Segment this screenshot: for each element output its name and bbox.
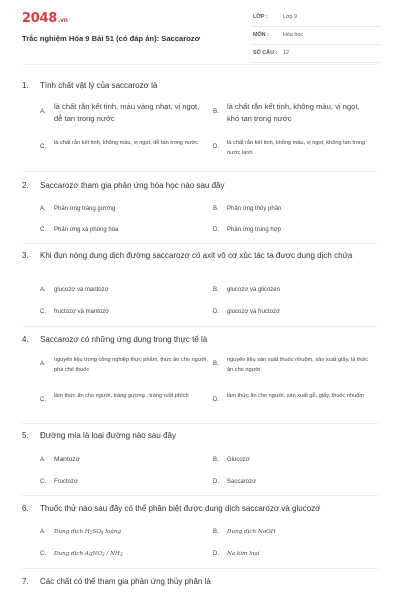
- question-number: 6.: [22, 504, 29, 513]
- option-text: Saccarozơ: [227, 479, 256, 485]
- option-d[interactable]: [213, 139, 373, 158]
- option-text: Phản ứng thủy phân: [227, 206, 282, 212]
- option-key: C.: [40, 227, 46, 233]
- option-text: là chất rắn kết tinh, màu vàng nhạt, vị ngọt, dễ tan trong nước: [54, 102, 200, 123]
- question-stem: [22, 80, 382, 91]
- divider: [22, 568, 378, 569]
- question-number: 1.: [22, 81, 29, 90]
- meta-key: LỚP :: [253, 14, 268, 20]
- option-key: D.: [213, 397, 219, 403]
- meta-table: [253, 12, 381, 66]
- question-text: Saccarozơ có những ứng dụng trong thực tế là: [40, 335, 208, 344]
- question-number: 5.: [22, 431, 29, 440]
- option-text: Phản ứng trùng hợp: [227, 227, 281, 233]
- option-key: A.: [40, 457, 46, 463]
- option-key: B.: [213, 287, 219, 293]
- option-c[interactable]: [40, 225, 200, 235]
- option-text: glucozơ và fructozơ: [227, 309, 280, 315]
- meta-value: Lớp 9: [283, 14, 298, 20]
- option-key: C.: [40, 551, 46, 557]
- question-text: Tính chất vật lý của saccarozơ là: [40, 81, 158, 90]
- question-stem: [22, 503, 382, 514]
- divider: [22, 171, 378, 172]
- option-a[interactable]: [40, 204, 200, 214]
- meta-row-subject: [253, 30, 381, 45]
- option-b[interactable]: [213, 101, 373, 125]
- site-logo[interactable]: [22, 11, 68, 26]
- question-1: [22, 80, 382, 91]
- option-text: Fructozơ: [54, 479, 78, 485]
- question-stem: [22, 334, 382, 345]
- question-3: [22, 250, 382, 261]
- question-number: 4.: [22, 335, 29, 344]
- question-stem: [22, 250, 382, 261]
- option-key: B.: [213, 529, 219, 535]
- option-key: B.: [213, 457, 219, 463]
- meta-value: Hóa học: [283, 32, 304, 38]
- option-text: làm thức ăn cho người, sản xuất gỗ, giấy, thuốc nhuộm: [227, 393, 364, 399]
- divider: [22, 326, 378, 327]
- option-d[interactable]: [213, 307, 373, 317]
- option-a[interactable]: [40, 285, 200, 295]
- option-text: là chất rắn kết tinh, không màu, vị ngọt, không tan trong nước lạnh: [227, 140, 366, 156]
- option-key: C.: [40, 144, 46, 150]
- divider: [22, 243, 378, 244]
- option-key: C.: [40, 479, 46, 485]
- meta-key: MÔN :: [253, 32, 269, 38]
- option-text: nguyên liệu sản xuất thuốc nhuộm, sản xuất giấy, là thức ăn cho người: [227, 357, 369, 373]
- option-key: D.: [213, 309, 219, 315]
- meta-row-count: [253, 48, 381, 63]
- option-key: D.: [213, 144, 219, 150]
- option-key: A.: [40, 108, 47, 115]
- question-stem: [22, 576, 382, 587]
- option-b[interactable]: [213, 455, 373, 465]
- option-text: fructozơ và mantozơ: [54, 309, 110, 315]
- question-text: Khi đun nóng dung dịch đường saccarozơ có axit vô cơ xúc tác ta được dung dịch chứa: [40, 251, 353, 260]
- logo-text: 2048: [22, 11, 57, 26]
- option-formula: Dung dịch AgNO$_3$ / $NH_3$: [54, 551, 123, 557]
- option-formula: Dung dịch $H_2SO_4$ loãng: [54, 529, 122, 535]
- header-divider: [22, 64, 378, 65]
- option-c[interactable]: [40, 392, 208, 402]
- option-key: A.: [40, 529, 46, 535]
- option-a[interactable]: [40, 356, 208, 375]
- divider: [22, 423, 378, 424]
- meta-row-class: [253, 12, 381, 27]
- option-b[interactable]: [213, 527, 373, 537]
- divider: [22, 495, 378, 496]
- option-d[interactable]: [213, 477, 373, 487]
- page-header: [0, 0, 400, 64]
- question-stem: [22, 430, 382, 441]
- option-b[interactable]: [213, 204, 373, 214]
- option-key: D.: [213, 227, 219, 233]
- option-a[interactable]: [40, 527, 200, 538]
- question-number: 2.: [22, 181, 29, 190]
- option-b[interactable]: [213, 356, 373, 375]
- option-text: Mantozơ: [54, 456, 80, 463]
- option-text: Phản ứng tráng gương: [54, 206, 116, 212]
- question-6: [22, 503, 382, 514]
- option-key: A.: [40, 206, 46, 212]
- option-text: là chất rắn kết tinh, không màu, vị ngọt, dễ tan trong nước: [54, 140, 198, 146]
- option-key: B.: [213, 206, 219, 212]
- option-a[interactable]: [40, 101, 200, 125]
- option-text: làm thức ăn cho người, tráng gương , tráng ruột phích: [54, 393, 189, 399]
- option-key: C.: [40, 309, 46, 315]
- option-c[interactable]: [40, 139, 208, 149]
- option-text: Na kim loại: [227, 551, 260, 557]
- option-text: glucozơ và glicozen: [227, 287, 280, 293]
- option-c[interactable]: [40, 307, 200, 317]
- option-text: Dung dịch NaOH: [227, 529, 276, 535]
- question-4: [22, 334, 382, 345]
- page-title: Trắc nghiệm Hóa 9 Bài 51 (có đáp án): Saccarozơ: [22, 34, 201, 43]
- question-7: [22, 576, 382, 587]
- option-text: là chất rắn kết tinh, không màu, vị ngọt, khó tan trong nước: [227, 102, 360, 123]
- option-key: D.: [213, 551, 219, 557]
- option-key: A.: [40, 361, 46, 367]
- option-text: Glucozơ: [227, 457, 250, 463]
- option-b[interactable]: [213, 285, 373, 295]
- question-text: Saccarozơ tham gia phản ứng hóa học nào sau đây: [40, 181, 225, 190]
- question-stem: [22, 180, 382, 191]
- question-text: Đường mía là loại đường nào sau đây: [40, 431, 176, 440]
- option-key: D.: [213, 479, 219, 485]
- option-key: B.: [213, 361, 219, 367]
- option-text: glucozơ và mantozơ: [54, 287, 109, 293]
- logo-suffix: .vn: [57, 17, 68, 24]
- question-5: [22, 430, 382, 441]
- question-2: [22, 180, 382, 191]
- option-c[interactable]: [40, 549, 200, 560]
- question-number: 3.: [22, 251, 29, 260]
- option-key: A.: [40, 287, 46, 293]
- question-text: Các chất có thể tham gia phản ứng thủy phân là: [40, 577, 211, 586]
- question-text: Thuốc thử nào sau đây có thể phân biệt được dung dịch saccarozơ và glucozơ: [40, 504, 321, 513]
- option-d[interactable]: [213, 392, 373, 402]
- meta-key: SỐ CÂU :: [253, 50, 278, 56]
- option-d[interactable]: [213, 225, 373, 235]
- option-a[interactable]: [40, 455, 200, 465]
- question-number: 7.: [22, 577, 29, 586]
- option-text: Phản ứng xà phòng hóa: [54, 227, 119, 233]
- option-key: C.: [40, 397, 46, 403]
- option-text: nguyên liệu trong công nghiệp thực phẩm, thức ăn cho người, pha chế thuốc: [54, 357, 208, 373]
- option-key: B.: [213, 108, 220, 115]
- option-c[interactable]: [40, 477, 200, 487]
- option-d[interactable]: [213, 549, 373, 559]
- meta-value: 12: [283, 50, 289, 56]
